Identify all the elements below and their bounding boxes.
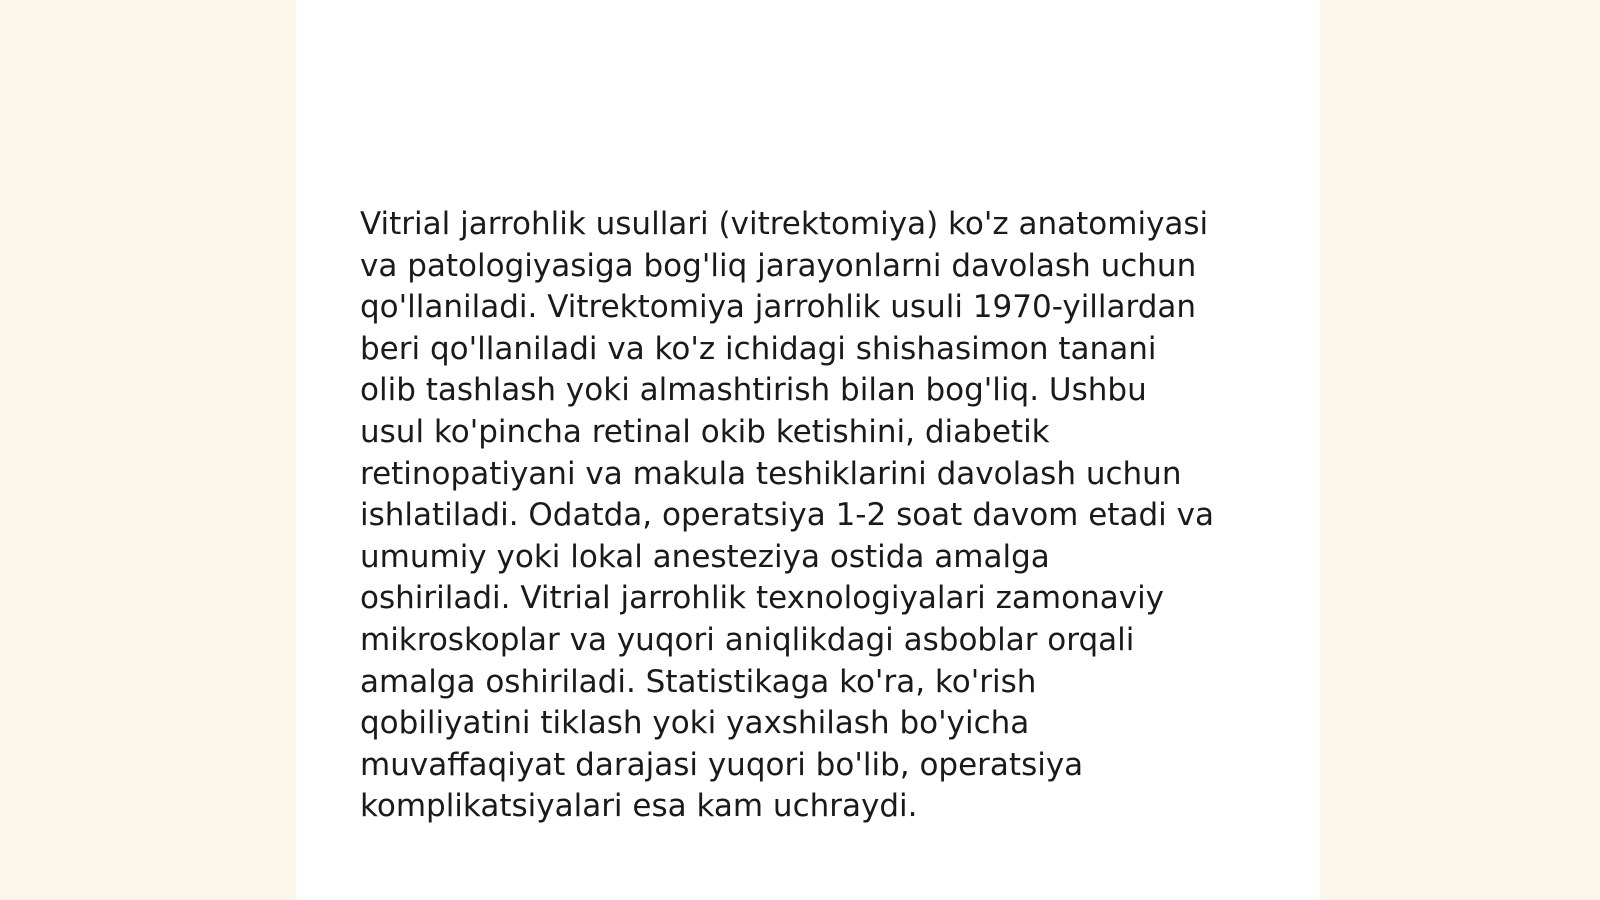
- document-page: [296, 0, 1320, 900]
- body-paragraph: Vitrial jarrohlik usullari (vitrektomiya) ko'z anatomiyasi va patologiyasiga bog'liq jarayonlarni davolash uchun qo'llaniladi. Vitrektomiya jarrohlik usuli 1970-yillardan beri qo'llaniladi va ko'z ichidagi shishasimon tanani olib tashlash yoki almashtirish bilan bog'liq. Ushbu usul ko'pincha retinal okib ketishini, diabetik retinopatiyani va makula teshiklarini davolash uchun ishlatiladi. Odatda, operatsiya 1-2 soat davom etadi va umumiy yoki lokal anesteziya ostida amalga oshiriladi. Vitrial jarrohlik texnologiyalari zamonaviy mikroskoplar va yuqori aniqlikdagi asboblar orqali amalga oshiriladi. Statistikaga ko'ra, ko'rish qobiliyatini tiklash yoki yaxshilash bo'yicha muvaffaqiyat darajasi yuqori bo'lib, operatsiya komplikatsiyalari esa kam uchraydi.: [360, 206, 1214, 825]
